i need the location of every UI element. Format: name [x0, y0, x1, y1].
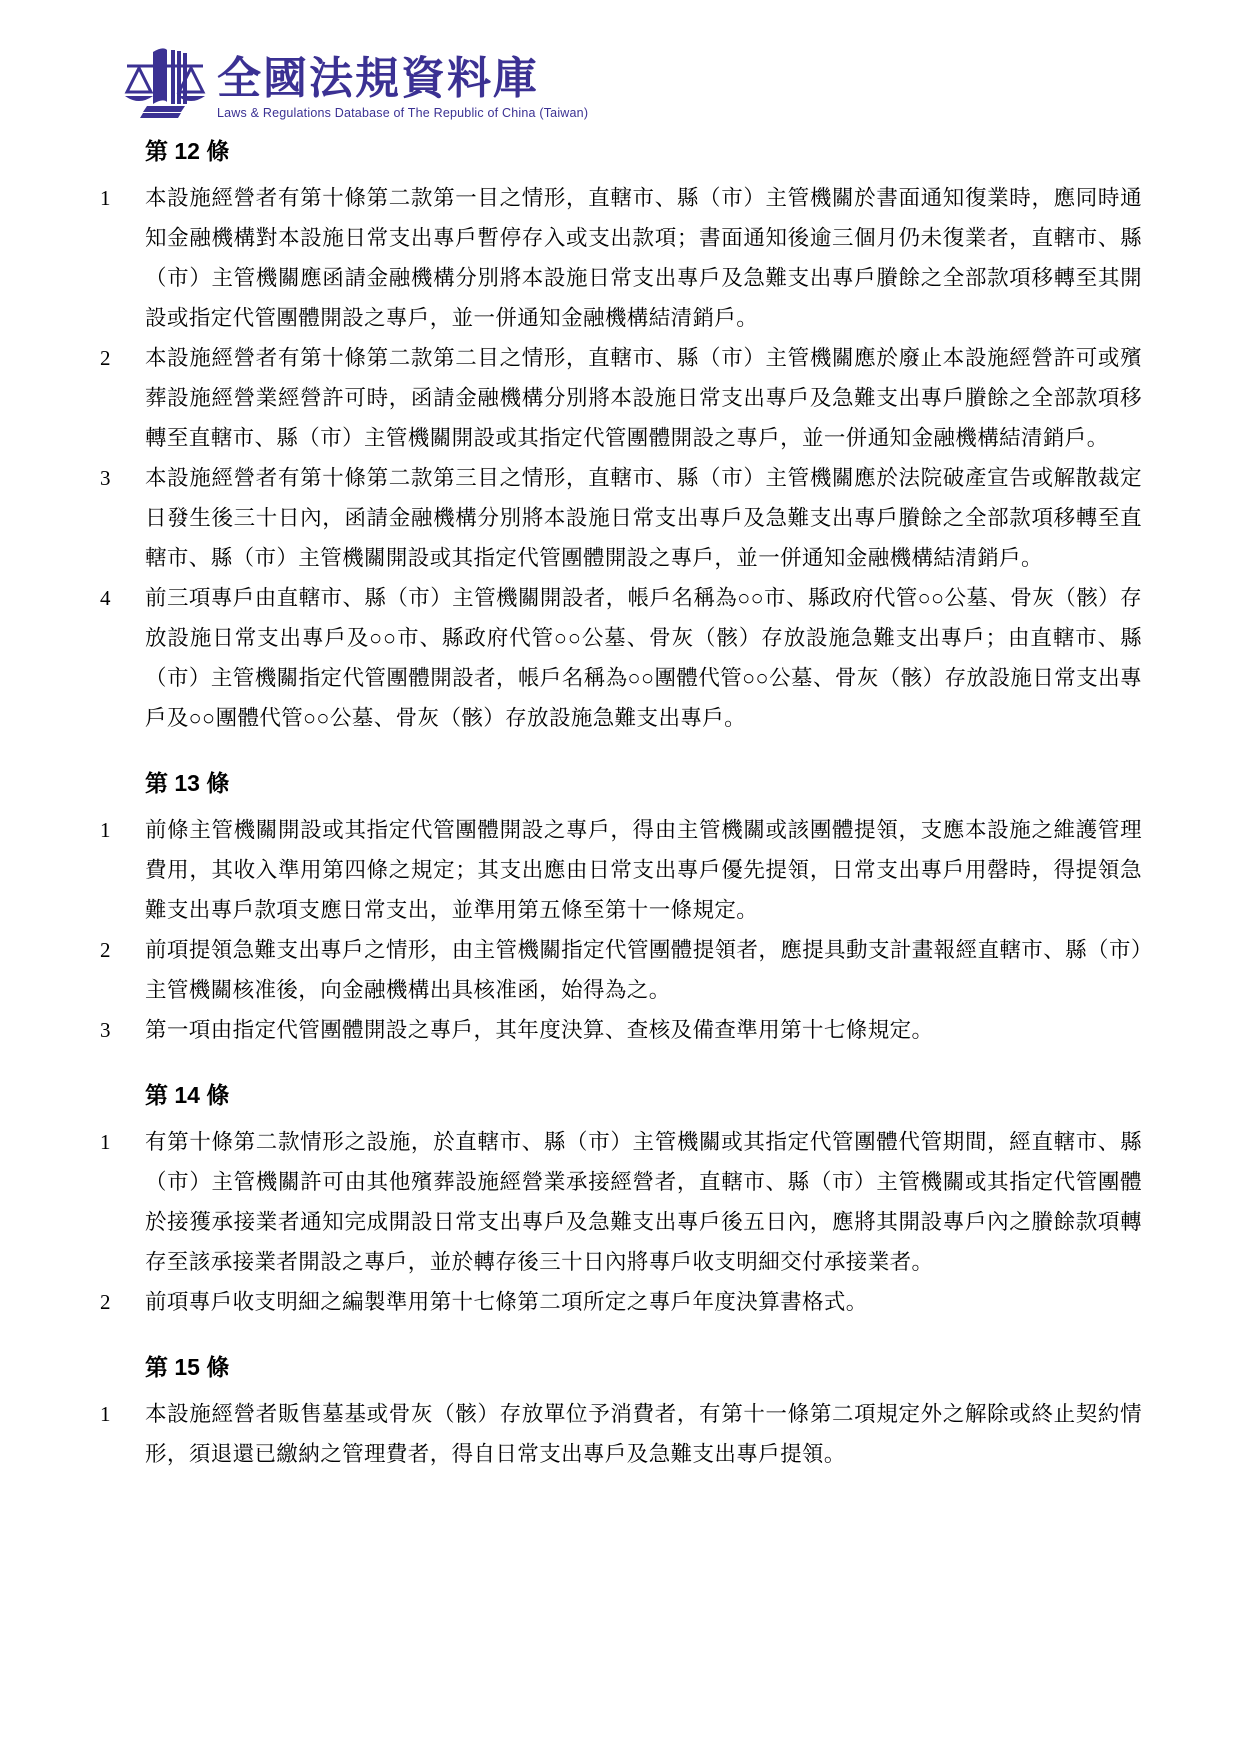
paragraph-number: 4: [100, 586, 111, 610]
article: [100, 1352, 1142, 1474]
paragraph-text: 本設施經營者有第十條第二款第三目之情形，直轄市、縣（市）主管機關應於法院破產宣告或解散裁定日發生後三十日內，函請金融機構分別將本設施日常支出專戶及急難支出專戶賸餘之全部款項移轉至直轄市、縣（市）主管機關開設或其指定代管團體開設之專戶，並一併通知金融機構結清銷戶。: [145, 466, 1142, 570]
paragraph-text: 前項專戶收支明細之編製準用第十七條第二項所定之專戶年度決算書格式。: [145, 1290, 868, 1314]
paragraph-text: 前項提領急難支出專戶之情形，由主管機關指定代管團體提領者，應提具動支計畫報經直轄市、縣（市）主管機關核准後，向金融機構出具核准函，始得為之。: [145, 938, 1142, 1002]
scales-books-logo-icon: [123, 44, 207, 122]
paragraph-row: [100, 1010, 1142, 1050]
paragraph-number: 1: [100, 1130, 111, 1154]
paragraph-row: [100, 930, 1142, 1010]
paragraph-row: [100, 1122, 1142, 1282]
paragraph-row: [100, 810, 1142, 930]
paragraph-text: 有第十條第二款情形之設施，於直轄市、縣（市）主管機關或其指定代管團體代管期間，經直轄市、縣（市）主管機關許可由其他殯葬設施經營業承接經營者，直轄市、縣（市）主管機關或其指定代管團體於接獲承接業者通知完成開設日常支出專戶及急難支出專戶後五日內，應將其開設專戶內之賸餘款項轉存至該承接業者開設之專戶，並於轉存後三十日內將專戶收支明細交付承接業者。: [145, 1130, 1142, 1274]
logo-text: [217, 55, 588, 122]
paragraph-text: 前三項專戶由直轄市、縣（市）主管機關開設者，帳戶名稱為○○市、縣政府代管○○公墓、骨灰（骸）存放設施日常支出專戶及○○市、縣政府代管○○公墓、骨灰（骸）存放設施急難支出專戶；由直轄市、縣（市）主管機關指定代管團體開設者，帳戶名稱為○○團體代管○○公墓、骨灰（骸）存放設施日常支出專戶及○○團體代管○○公墓、骨灰（骸）存放設施急難支出專戶。: [145, 586, 1142, 730]
paragraph-row: [100, 1282, 1142, 1322]
paragraph-row: [100, 458, 1142, 578]
article: [100, 1080, 1142, 1322]
paragraph-text: 前條主管機關開設或其指定代管團體開設之專戶，得由主管機關或該團體提領，支應本設施之維護管理費用，其收入準用第四條之規定；其支出應由日常支出專戶優先提領，日常支出專戶用罄時，得提領急難支出專戶款項支應日常支出，並準用第五條至第十一條規定。: [145, 818, 1142, 922]
article-heading: 第 14 條: [145, 1082, 230, 1108]
document-body: [100, 136, 1142, 1474]
logo-title: 全國法規資料庫: [217, 54, 539, 103]
paragraph-number: 1: [100, 1402, 111, 1426]
paragraph-number: 1: [100, 818, 111, 842]
article: [100, 768, 1142, 1050]
paragraph-row: [100, 578, 1142, 738]
paragraph-row: [100, 338, 1142, 458]
site-logo: [123, 44, 588, 122]
paragraph-number: 3: [100, 1018, 111, 1042]
article-heading: 第 13 條: [145, 770, 230, 796]
paragraph-text: 本設施經營者有第十條第二款第一目之情形，直轄市、縣（市）主管機關於書面通知復業時，應同時通知金融機構對本設施日常支出專戶暫停存入或支出款項；書面通知後逾三個月仍未復業者，直轄市、縣（市）主管機關應函請金融機構分別將本設施日常支出專戶及急難支出專戶賸餘之全部款項移轉至其開設或指定代管團體開設之專戶，並一併通知金融機構結清銷戶。: [145, 186, 1142, 330]
paragraph-number: 1: [100, 186, 111, 210]
paragraph-text: 本設施經營者有第十條第二款第二目之情形，直轄市、縣（市）主管機關應於廢止本設施經營許可或殯葬設施經營業經營許可時，函請金融機構分別將本設施日常支出專戶及急難支出專戶賸餘之全部款項移轉至直轄市、縣（市）主管機關開設或其指定代管團體開設之專戶，並一併通知金融機構結清銷戶。: [145, 346, 1142, 450]
paragraph-text: 本設施經營者販售墓基或骨灰（骸）存放單位予消費者，有第十一條第二項規定外之解除或終止契約情形，須退還已繳納之管理費者，得自日常支出專戶及急難支出專戶提領。: [145, 1402, 1142, 1466]
article: [100, 136, 1142, 738]
paragraph-number: 3: [100, 466, 111, 490]
paragraph-number: 2: [100, 938, 111, 962]
paragraph-row: [100, 1394, 1142, 1474]
paragraph-number: 2: [100, 346, 111, 370]
paragraph-number: 2: [100, 1290, 111, 1314]
paragraph-row: [100, 178, 1142, 338]
logo-subtitle: Laws & Regulations Database of The Republic of China (Taiwan): [217, 106, 589, 120]
article-heading: 第 15 條: [145, 1354, 230, 1380]
article-heading: 第 12 條: [145, 138, 230, 164]
paragraph-text: 第一項由指定代管團體開設之專戶，其年度決算、查核及備查準用第十七條規定。: [145, 1018, 934, 1042]
